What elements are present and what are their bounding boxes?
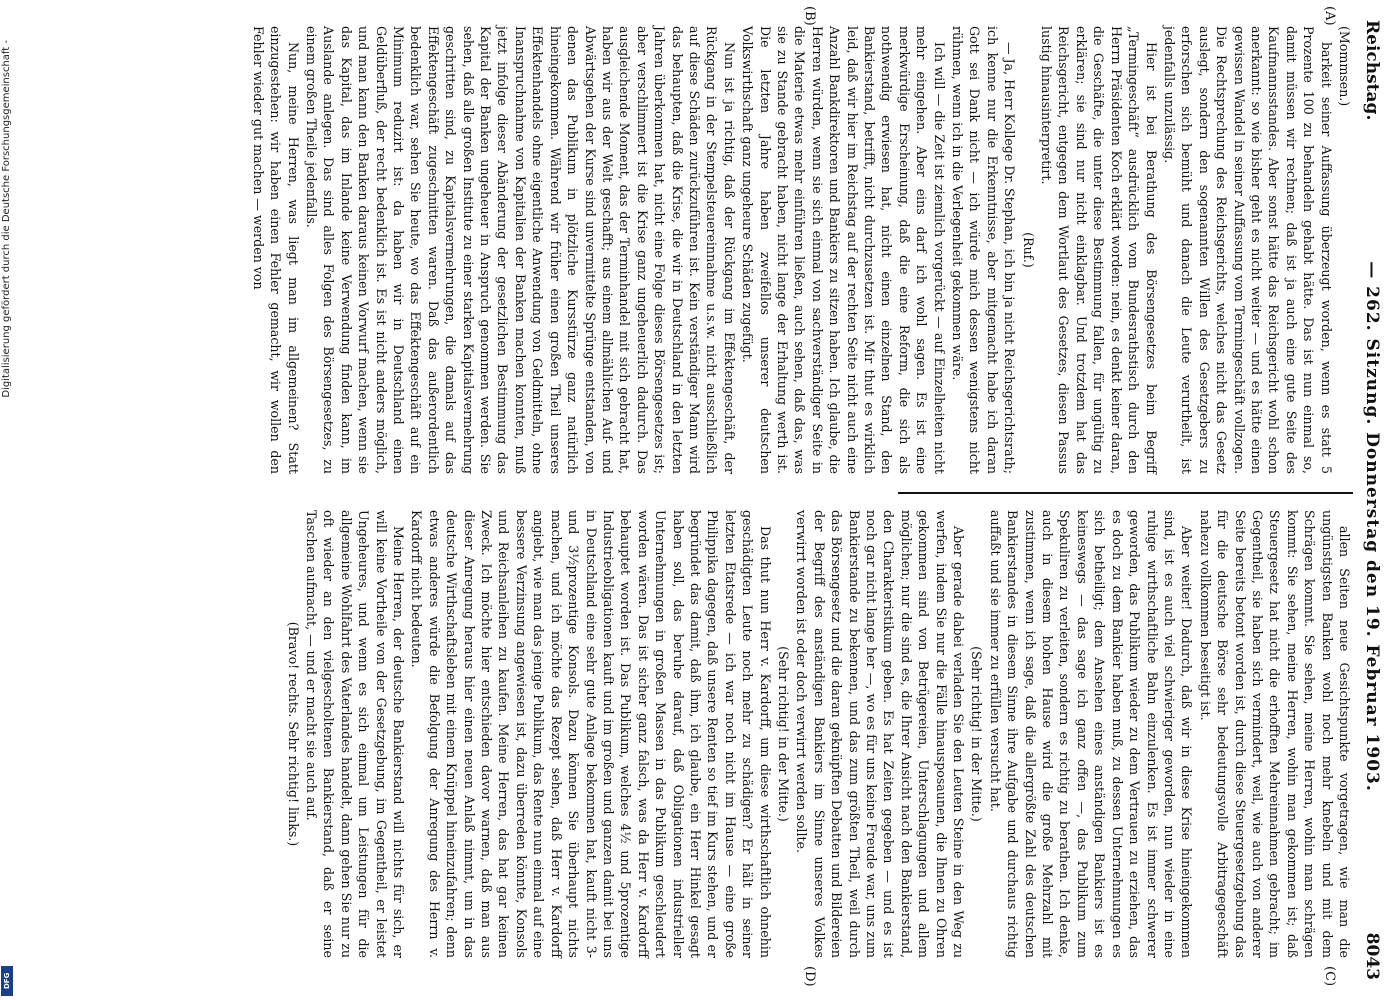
left-column <box>248 26 1353 474</box>
left-paragraph: Ich will — die Zeit ist ziemlich vorgerückt — auf Einzelheiten nicht mehr eingehen. Aber eins darf ich wohl sagen. Es ist eine merkwürdige Erscheinung, daß die eine Reform, die sich als nothwendig erwiesen hat, nicht einen einzelnen Stand, den Bankierstand, betrifft, nicht durchzusetzen ist. Mir thut es wirklich leid, daß wir hier im Reichstag auf der rechten Seite nicht auch eine Anzahl Bankdirektoren und Bankiers zu sitzen haben. Ich glaube, die Herren würden, wenn sie sich einmal von sachverständiger Seite in die Materie etwas mehr einführen ließen, auch sehen, daß das, was sie zu Stande gebracht haben, nicht lange der Erhaltung werth ist. Die letzten Jahre haben zweifellos unserer deutschen Volkswirthschaft ganz ungeheure Schäden zugefügt. <box>740 26 947 474</box>
right-paragraph: (Sehr richtig! in der Mitte.) <box>776 646 791 822</box>
left-paragraph: — Ja, Herr Kollege Dr. Stephan, ich bin ja nicht Reichsgerichtsrath; ich kenne nur die Erkenntnisse, aber mitgemacht habe ich daran Gott sei Dank nicht — ich würde mich dessen wenigstens nicht rühmen, wenn ich in die Verlegenheit gekommen wäre. <box>950 26 1018 474</box>
margin-letter-a: (A) <box>1322 6 1337 26</box>
left-paragraph: (Ruf.) <box>1020 232 1036 268</box>
left-paragraph: barkeit seiner Auffassung überzeugt worden, wenn es statt 5 Prozente 100 zu behandeln gehabt hätte. Das ist nun einmal so, damit müssen wir rechnen; daß ist ja auch eine gute Seite des Kaufmannsstandes. Aber sonst hätte das Reichsgericht wohl schon anerkannt: so wie bisher geht es nicht weiter — und es hätte einen gewissen Wandel in seiner Auffassung vom Termingeschäft vollzogen. Die Rechtsprechung des Reichsgerichts, welches nicht das Gesetz auslegt, sondern den sogenannten Willen des Gesetzgebers zu erforschen sich bemüht und danach die Leute verurtheilt, ist jedenfalls unzulässig. <box>1161 26 1334 474</box>
right-paragraph: Aber weiter! Dadurch, daß wir in diese Krise hineingekommen sind, ist es auch viel schwieriger geworden, nun wieder in eine ruhige wirthschaftliche Bahn einzulenken. Es ist immer schwerer geworden, das Publikum wieder zu dem Vertrauen zu erziehen, das es doch zu dem Bankier haben muß, zu dessen Unternehmungen es sich betheiligt; dem Ansehen eines anständigen Bankiers ist es keineswegs — das sage ich ganz offen —, das Publikum zum Spekuliren zu verleiten, sondern es richtig zu berathen. Ich denke, auch in diesem hohen Hause wird die große Mehrzahl mit zustimmen, wenn ich sage, daß die allergrößte Zahl des deutschen Bankierstandes in diesem Sinne ihre Aufgabe und durchaus richtig auffaßt und sie immer zu erfüllen versucht hat. <box>987 510 1195 958</box>
left-paragraph: Nun ist ja richtig, daß der Rückgang im Effektengeschäft, der Rückgang in der Stempelsteuereinnahme u.s.w. nicht ausschließlich auf diese Schäden zurückzuführen ist. Kein verständiger Mann wird das behaupten, daß die Krise, die wir in Deutschland in den letzten Jahren überkommen hat, nicht eine Folge dieses Börsengesetzes ist; aber verschlimmert ist die Krise ganz ungeheuerlich dadurch. Das ausgleichende Moment, das der Terminhandel mit sich gebracht hat, haben wir aus der Welt geschafft; aus einem allmählichen Auf- und Abwärtsgehen der Kurse sind unvermittelte Sprünge entstanden, von denen das Publikum in plötzliche Kursstürze ganz natürlich hineingekommen. Während wir früher einen großen Theil unseres Effektenhandels ohne eigentliche Anwendung von Geldmitteln, ohne Inanspruchnahme von Kapitalien der Banken machen konnten, muß jetzt infolge dieser Abänderung der gesetzlichen Bestimmung das Kapital der Banken ungeheuer in Anspruch genommen werden. Sie sehen, daß alle großen Institute zu einer starken Kapitalsvermehrung geschritten sind, zu Kapitalsvermehrungen, die damals auf das Effektengeschäft zugeschnitten waren. Daß das außerordentlich bedenklich war, sehen Sie heute, wo das Effektengeschäft auf ein Minimum reduzirt ist: da haben wir in Deutschland einen Geldüberfluß, der recht bedenklich ist. Es ist nicht anders möglich, und man kann den Banken daraus keinen Vorwurf machen, wenn sie das Kapital, das im Inlande keine Verwendung finden kann, im Auslande anlegen. Das sind alles Folgen des Börsengesetzes, zu einem großen Theile jedenfalls. <box>304 26 737 474</box>
left-paragraph: Nun, meine Herren, was liegt man im allgemeinen? Statt einzugestehen: wir haben einen Fehler gemacht, wir wollen den Fehler wieder gut machen — werden von <box>250 26 301 474</box>
margin-letter-d: (D) <box>802 966 817 987</box>
right-paragraph: Aber gerade dabei verladen Sie den Leuten Steine in den Weg zu werfen, indem Sie nur die Fälle hinausposaunen, die Ihnen zu Ohren gekommen sind von Betrügereien, Unterschlagungen und allem möglichen; nur die sind es, die Ihrer Ansicht nach den Bankierstand, den Charakteristikum geben. Es hat Zeiten gegeben — und es ist noch gar nicht lange her —, wo es für uns keine Freude war, uns zum Bankierstande zu bekennen, und das zum größten Theil, weil durch das Börsengesetz und die daran geknüpften Debatten und Bildereien der Begriff des anständigen Bankiers im Sinne unseres Volkes verwirrt worden ist oder doch verwirrt werden sollte. <box>794 510 967 958</box>
header-left: Reichstag. <box>1362 20 1382 121</box>
right-paragraph: allen Seiten neue Gesichtspunkte vorgetragen, wie man die ungünstigsten Banken wohl noch mehr knebeln und mit dem Schrägen kommt. Sie sehen, meine Herren, wohin man schrägen kommt: Sie sehen, meine Herren, wohin man gekommen ist; daß Steuergesetz hat nicht die erhofften Mehreinnahmen gebracht; im Gegentheil, sie haben sich vermindert, weil, wie auch von anderer Seite bereits betont worden ist, durch diese Steuergesetzgebung das für die deutsche Börse sehr bedeutungsvolle Arbitragegeschäft nahezu vollkommen beseitigt ist. <box>1197 510 1352 958</box>
header-title: — 262. Sitzung. Donnerstag den 19. Februar 1903. <box>1362 261 1382 792</box>
right-paragraph: Das thut nun Herr v. Kardorff, um diese wirthschaftlich ohnehin geschädigten Leute noch mehr zu schädigen? Er hält in seiner letzten Etatsrede — ich war noch nicht im Hause — eine große Philippika dagegen, daß unsere Renten so tief im Kurs stehen, und er begründet das damit, daß ihm, ich glaube, ein Herr Hinkel gesagt haben soll, das beruhe darauf, daß Obligationen industrieller Unternehmungen in großen Massen in das Publikum geschleudert worden wären. Das ist sicher ganz falsch, was da Herr v. Kardorff behauptet worden ist. Das Publikum, welches 4½ und 5prozentige Industrieobligationen kauft und im großen und ganzen damit bei uns in Deutschland eine sehr gute Anlage bekommen hat, kauft nicht 3- und 3½prozentige Konsols. Dazu können Sie überhaupt nichts machen, und ich möchte das Rezept sehen, daß Herr v. Kardorff angiebt, wie man das jenige Publikum, das Rente nun einmal auf eine bessere Verzinsung angewiesen ist, dazu überreden könnte, Konsols und Reichsanleihen zu kaufen. Meine Herren, das hat gar keinen Zweck. Ich möchte hier entschieden davor warnen, daß man aus dieser Anregung heraus hier einen neuen Anlaß nimmt, um in das deutsche Wirthschaftsleben mit einem Knüppel hineinzufahren; denn etwas anderes würde die Befolgung der Anregung des Herrn v. Kardorff nicht bedeuten. <box>409 510 773 958</box>
dfg-logo: DFG <box>1 966 13 996</box>
margin-letter-b: (B) <box>802 6 817 26</box>
left-paragraphs <box>249 26 1334 474</box>
speaker-name: (Mommsen.) <box>1337 26 1352 107</box>
digitization-note: Digitalisierung gefördert durch die Deutsche Forschungsgemeinschaft - <box>1 40 12 398</box>
right-paragraph: Meine Herren, der deutsche Bankierstand will nichts für sich, er will keine Vortheile von der Gesetzgebung, im Gegentheil, er leistet Ungeheures, und wenn es sich einmal um Leistungen für die allgemeine Wohlfahrt des Vaterlandes handelt, dann gehen Sie nur zu oft wieder an den vielgescholtenen Bankierstand, daß er seine Taschen aufmacht, — und er macht sie auch auf. <box>304 510 407 958</box>
page-number: 8043 <box>1362 932 1382 980</box>
page-header <box>1359 20 1385 980</box>
right-paragraph: (Sehr richtig! in der Mitte.) <box>969 646 985 822</box>
left-paragraph: Hier ist bei Berathung des Börsengesetzes beim Begriff „Termingeschäft“ ausdrücklich vom Bundesrathstisch durch den Herrn Präsidenten Koch erklärt worden: nein, es denkt keiner daran, die Geschäfte, die unter diese Bestimmung fallen, für ungültig zu erklären; sie sind nur nicht einklagbar. Und trotzdem hat das Reichsgericht, entgegen dem Wortlaut des Gesetzes, diesen Passus lustig hinausinterpretirt. <box>1039 26 1159 474</box>
rotated-document-page <box>88 0 1397 1000</box>
right-column <box>283 510 1353 958</box>
margin-letter-c: (C) <box>1322 966 1337 987</box>
right-paragraphs <box>284 510 1353 958</box>
column-divider <box>898 492 1353 494</box>
right-paragraph: (Bravo! rechts. Sehr richtig! links.) <box>285 621 301 847</box>
